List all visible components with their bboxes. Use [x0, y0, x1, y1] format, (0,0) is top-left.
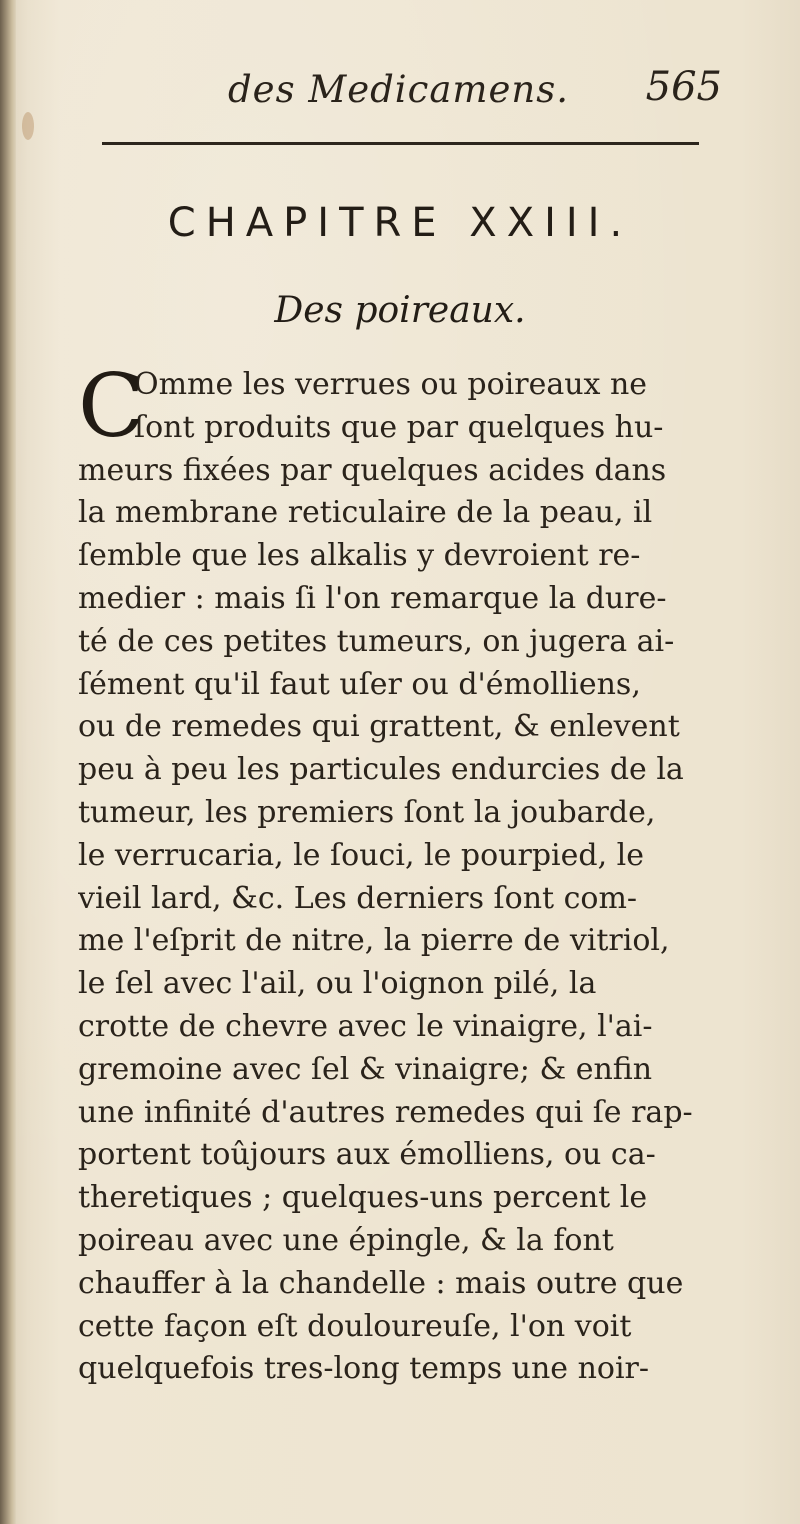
running-head: [78, 64, 722, 124]
text-line: une infinité d'autres remedes qui ſe rap-: [78, 1094, 693, 1130]
text-line: meurs fixées par quelques acides dans: [78, 452, 667, 488]
text-line: ſont produits que par quelques hu-: [134, 409, 664, 445]
text-line: vieil lard, &c. Les derniers ſont com-: [78, 880, 638, 916]
text-line: gremoine avec ſel & vinaigre; & enfin: [78, 1051, 653, 1087]
running-title: des Medicamens.: [228, 68, 569, 111]
text-line: le verrucaria, le ſouci, le pourpied, le: [78, 837, 645, 873]
text-line: cette façon eſt douloureuſe, l'on voit: [78, 1308, 632, 1344]
text-line: ſemble que les alkalis y devroient re-: [78, 538, 641, 574]
text-line: me l'eſprit de nitre, la pierre de vitriol,: [78, 923, 670, 959]
text-line: crotte de chevre avec le vinaigre, l'ai-: [78, 1008, 653, 1044]
text-line: peu à peu les particules endurcies de la: [78, 752, 684, 788]
text-line: chauffer à la chandelle : mais outre que: [78, 1265, 684, 1301]
page-number: 565: [645, 64, 722, 110]
body-text: [78, 355, 724, 1391]
paper-stain: [22, 112, 34, 140]
chapter-subtitle: Des poireaux.: [274, 290, 526, 331]
text-line: la membrane reticulaire de la peau, il: [78, 495, 653, 531]
text-line: medier : mais ſi l'on remarque la dure-: [78, 580, 667, 616]
text-line: ſément qu'il faut uſer ou d'émolliens,: [78, 666, 641, 702]
page-binding-edge: [0, 0, 16, 1524]
chapter-title: CHAPITRE XXIII.: [167, 200, 633, 246]
text-line: theretiques ; quelques-uns percent le: [78, 1180, 648, 1216]
text-line: portent toûjours aux émolliens, ou ca-: [78, 1137, 656, 1173]
text-line: tumeur, les premiers ſont la joubarde,: [78, 794, 656, 830]
text-line: Omme les verrues ou poireaux ne: [134, 367, 648, 402]
text-line: le ſel avec l'ail, ou l'oignon pilé, la: [78, 966, 597, 1002]
text-line: ou de remedes qui grattent, & enlevent: [78, 709, 680, 745]
text-line: poireau avec une épingle, & la font: [78, 1222, 614, 1258]
drop-cap: C: [78, 355, 145, 457]
text-line: quelquefois tres-long temps une noir-: [78, 1351, 650, 1387]
header-rule: [102, 142, 699, 145]
text-line: té de ces petites tumeurs, on jugera ai-: [78, 623, 675, 659]
